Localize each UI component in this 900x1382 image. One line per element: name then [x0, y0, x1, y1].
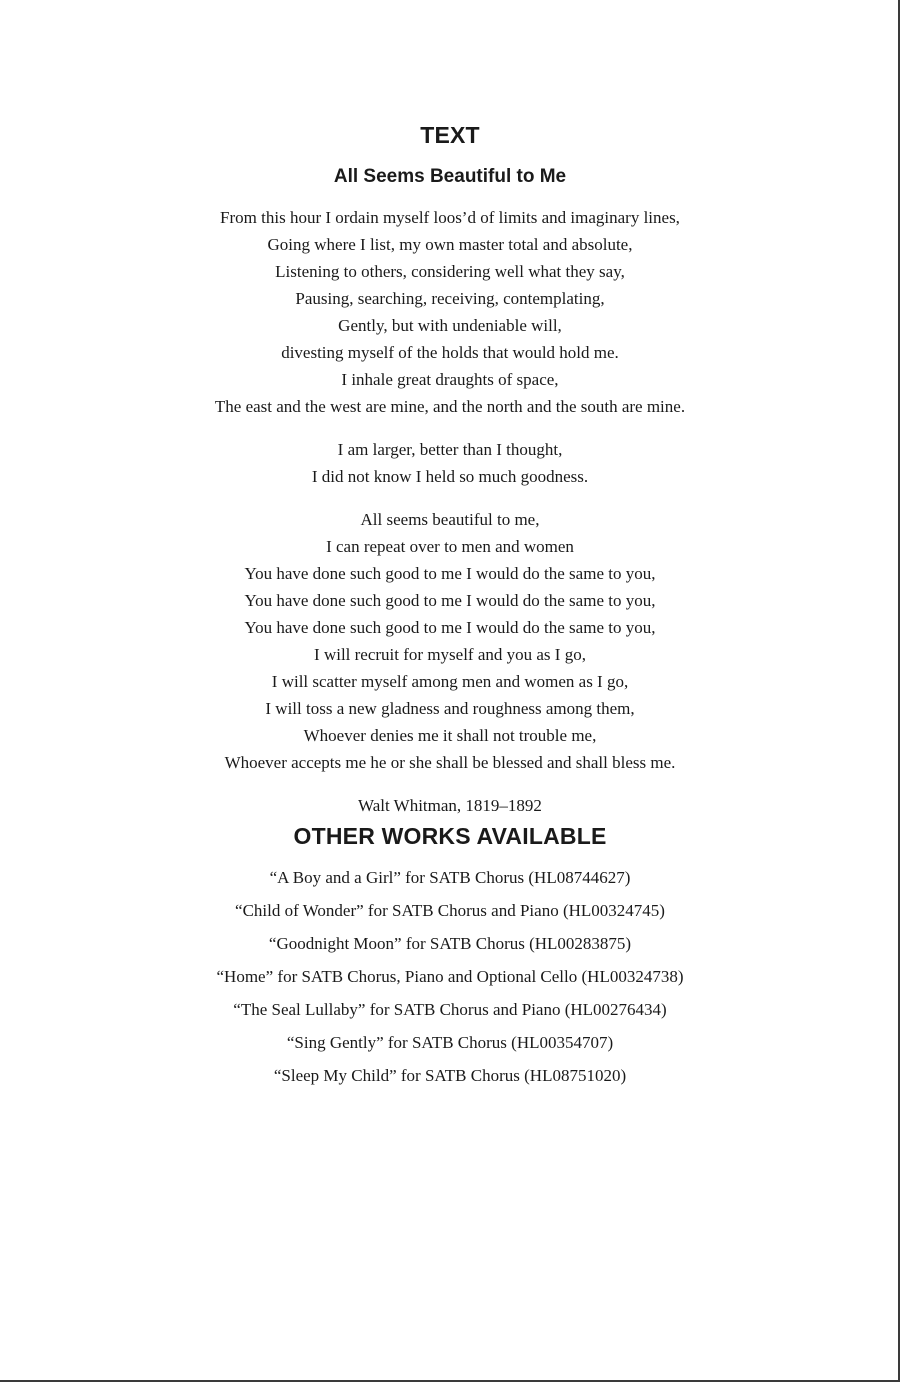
poem-line: You have done such good to me I would do the same to you,	[244, 564, 656, 583]
other-works-list	[0, 861, 900, 1092]
poem-line: Gently, but with undeniable will,	[338, 316, 562, 335]
poem-attribution: Walt Whitman, 1819–1892	[358, 796, 542, 815]
page-content	[0, 118, 900, 1092]
poem-stanza-3	[0, 506, 900, 776]
poem-stanza-1	[0, 204, 900, 420]
poem-line: The east and the west are mine, and the north and the south are mine.	[214, 397, 686, 416]
text-section-heading: TEXT	[420, 122, 480, 148]
poem-line: Listening to others, considering well what they say,	[275, 262, 625, 281]
other-works-heading: OTHER WORKS AVAILABLE	[293, 823, 607, 849]
other-work-item: “Child of Wonder” for SATB Chorus and Piano (HL00324745)	[235, 901, 665, 920]
other-work-item: “Home” for SATB Chorus, Piano and Optional Cello (HL00324738)	[216, 967, 684, 986]
poem-line: I will toss a new gladness and roughness among them,	[265, 699, 635, 718]
poem-line: Whoever denies me it shall not trouble me,	[303, 726, 597, 745]
other-work-item: “Sleep My Child” for SATB Chorus (HL08751020)	[273, 1066, 627, 1085]
poem-line: Pausing, searching, receiving, contemplating,	[295, 289, 605, 308]
poem-line: I can repeat over to men and women	[326, 537, 574, 556]
poem-stanza-2	[0, 436, 900, 490]
poem-line: I did not know I held so much goodness.	[311, 467, 589, 486]
poem-line: divesting myself of the holds that would hold me.	[281, 343, 619, 362]
poem-line: You have done such good to me I would do the same to you,	[244, 591, 656, 610]
poem-line: All seems beautiful to me,	[360, 510, 540, 529]
poem-line: Going where I list, my own master total and absolute,	[267, 235, 633, 254]
poem-line: I inhale great draughts of space,	[341, 370, 559, 389]
poem-line: Whoever accepts me he or she shall be blessed and shall bless me.	[224, 753, 676, 772]
poem-title: All Seems Beautiful to Me	[333, 166, 567, 187]
other-work-item: “Goodnight Moon” for SATB Chorus (HL00283875)	[268, 934, 632, 953]
other-work-item: “Sing Gently” for SATB Chorus (HL00354707)	[286, 1033, 614, 1052]
poem-line: From this hour I ordain myself loos’d of limits and imaginary lines,	[220, 208, 680, 227]
other-work-item: “A Boy and a Girl” for SATB Chorus (HL08744627)	[269, 868, 631, 887]
poem-line: You have done such good to me I would do the same to you,	[244, 618, 656, 637]
poem-line: I will scatter myself among men and women as I go,	[271, 672, 629, 691]
other-work-item: “The Seal Lullaby” for SATB Chorus and Piano (HL00276434)	[233, 1000, 667, 1019]
poem-line: I am larger, better than I thought,	[337, 440, 563, 459]
poem-line: I will recruit for myself and you as I go,	[314, 645, 586, 664]
